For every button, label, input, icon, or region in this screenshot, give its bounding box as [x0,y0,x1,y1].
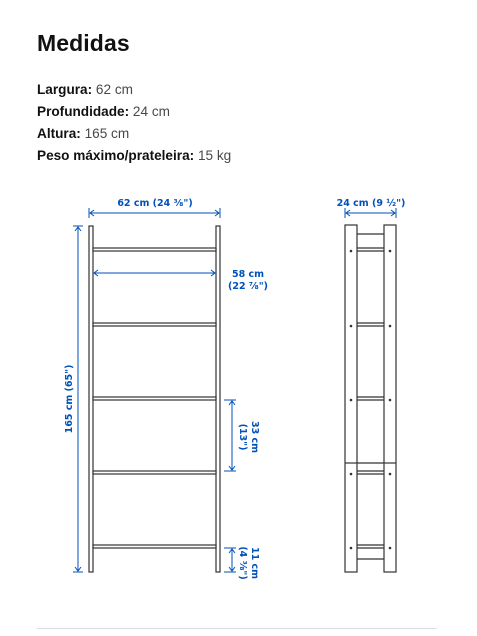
shelf-board [93,545,216,548]
spec-label: Profundidade: [37,104,130,119]
bottom-gap-label: 11 cm [249,546,260,580]
shelf-spacing-dimension [224,400,236,471]
shelf-side-view [345,225,396,572]
shelf-front-view [89,226,220,572]
shelf-spacing-label: 33 cm [249,420,260,454]
section-title: Medidas [37,30,130,56]
shelf-spacing-inch-label: (13") [237,423,248,451]
right-frame-post [216,226,220,572]
height-label: 165 cm (65") [64,364,75,434]
side-front-post [345,225,357,572]
section-divider [37,628,437,629]
bottom-gap-dimension [224,548,236,572]
spec-value: 165 cm [84,126,130,141]
shelf-board [93,248,216,251]
inner-width-dimension [94,270,215,276]
spec-label: Altura: [37,126,81,141]
spec-value: 15 kg [197,148,232,163]
width-label: 62 cm (24 ⅜") [117,198,193,209]
depth-dimension [345,208,396,218]
spec-value: 62 cm [95,82,133,97]
depth-label: 24 cm (9 ½") [336,198,406,209]
side-back-post [384,225,396,572]
spec-label: Peso máximo/prateleira: [37,148,195,163]
bottom-gap-inch-label: (4 ⅜") [237,546,248,580]
spec-label: Largura: [37,82,93,97]
shelf-board [93,471,216,474]
inner-width-inch-label: (22 ⅞") [228,281,268,292]
shelf-board [93,323,216,326]
shelf-board [93,397,216,400]
width-dimension [89,208,220,218]
spec-value: 24 cm [132,104,170,119]
inner-width-label: 58 cm [231,269,265,280]
